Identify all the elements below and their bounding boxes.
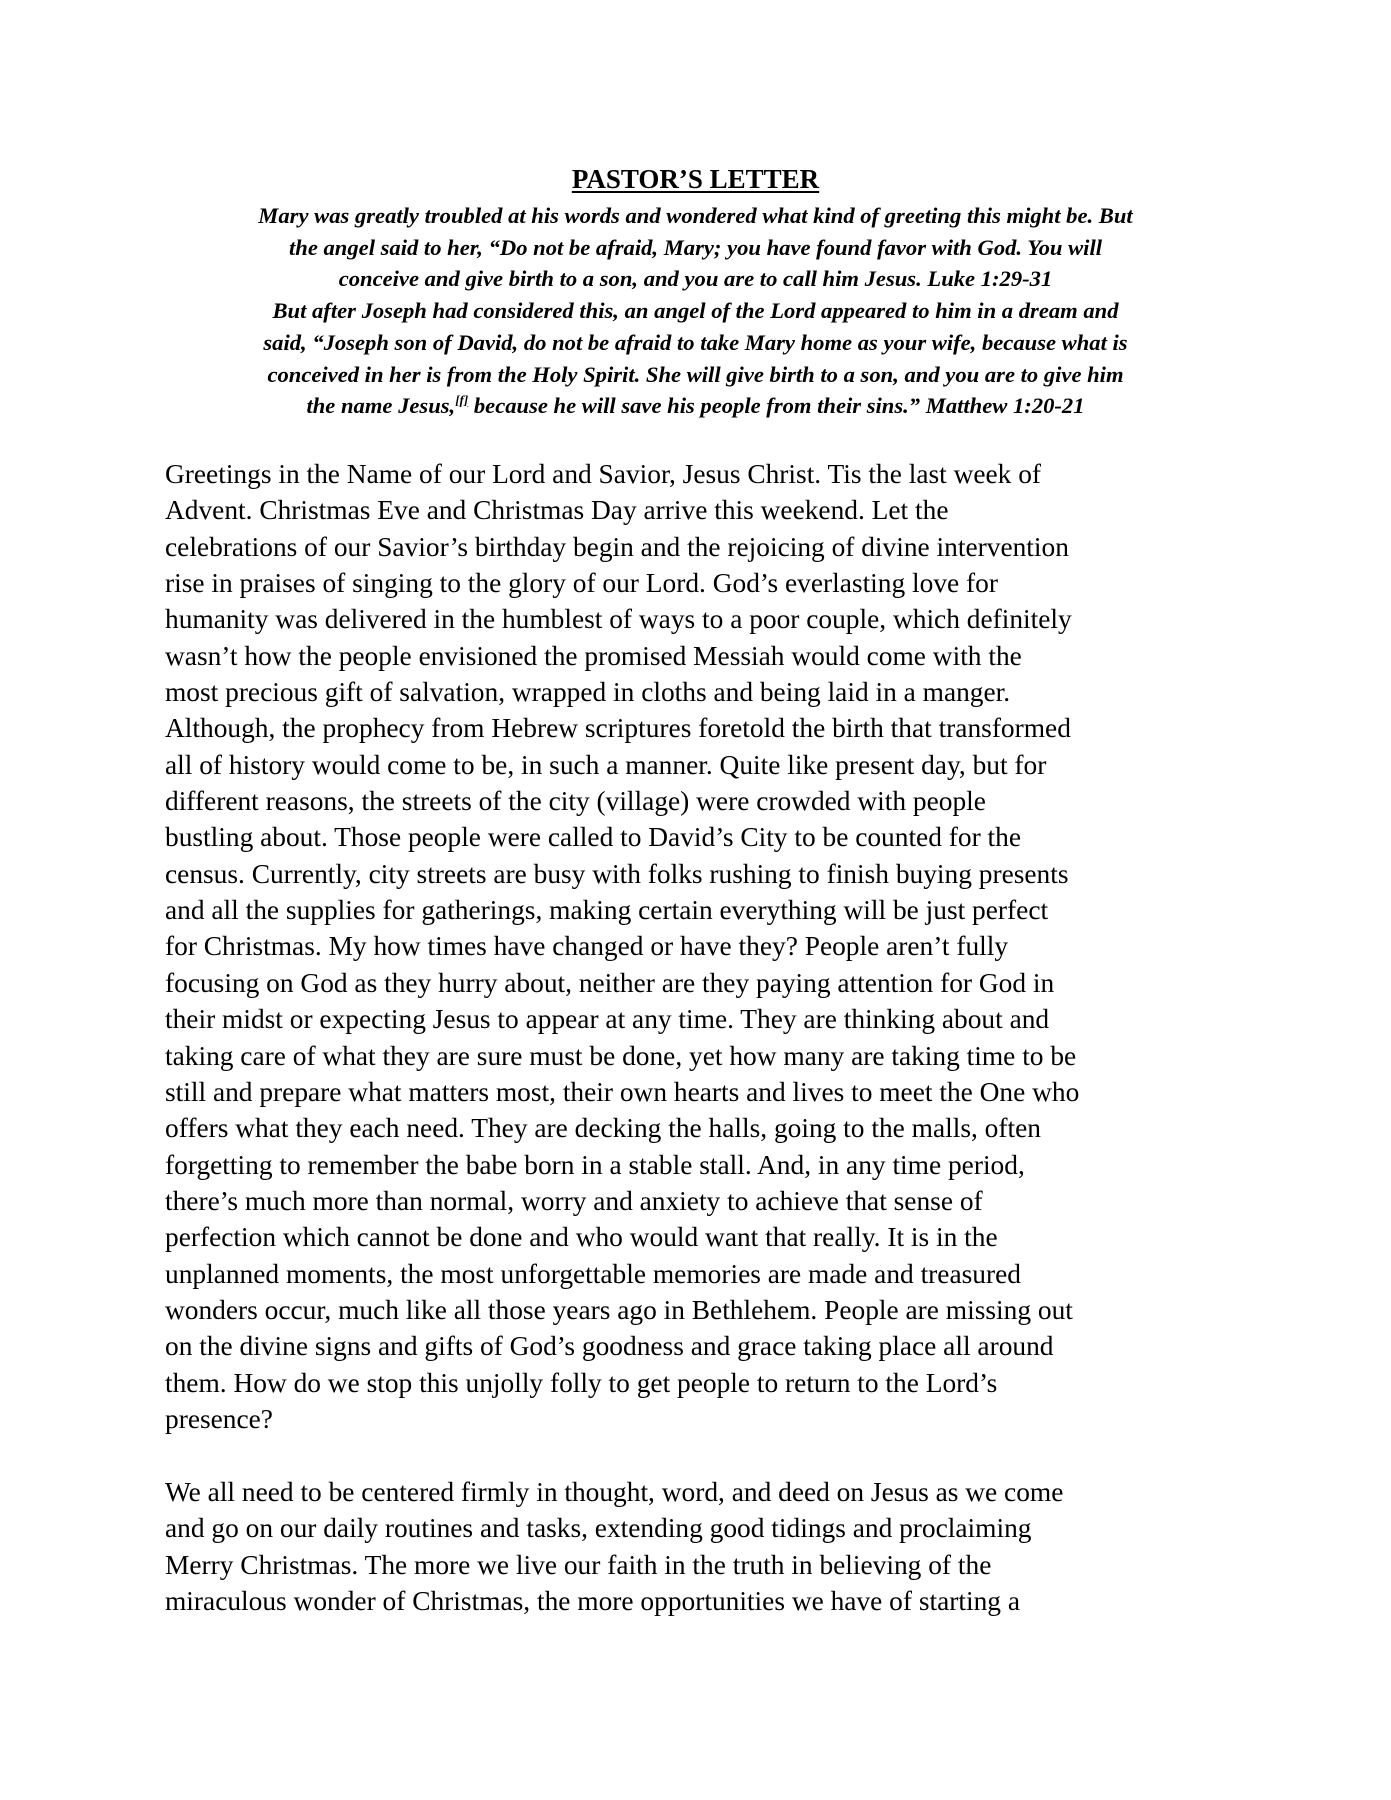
paragraph-line: unplanned moments, the most unforgettable memories are made and treasured [165, 1258, 1021, 1289]
paragraph-line: miraculous wonder of Christmas, the more opportunities we have of starting a [165, 1586, 1020, 1617]
paragraph-line: forgetting to remember the babe born in a stable stall. And, in any time period, [165, 1149, 1025, 1180]
paragraph-line: all of history would come to be, in such a manner. Quite like present day, but for [165, 749, 1047, 780]
letter-paragraph [165, 456, 1245, 1437]
paragraph-line: humanity was delivered in the humblest of ways to a poor couple, which definitely [165, 604, 1072, 635]
paragraph-line: celebrations of our Savior’s birthday begin and the rejoicing of divine intervention [165, 531, 1069, 562]
paragraph-line: Advent. Christmas Eve and Christmas Day arrive this weekend. Let the [165, 495, 949, 526]
epigraph-line-end: because he will save his people from their sins.” Matthew 1:20-21 [468, 393, 1085, 419]
paragraph-line: on the divine signs and gifts of God’s goodness and grace taking place all around [165, 1331, 1054, 1362]
epigraph-line-start: the name Jesus, [306, 393, 456, 419]
page-title: PASTOR’S LETTER [571, 164, 820, 194]
paragraph-line: presence? [165, 1403, 273, 1434]
paragraph-line: taking care of what they are sure must be done, yet how many are taking time to be [165, 1040, 1077, 1071]
epigraph-line [150, 390, 1241, 422]
letter-paragraph [165, 1474, 1245, 1619]
paragraph-line: them. How do we stop this unjolly folly to get people to return to the Lord’s [165, 1367, 998, 1398]
epigraph-line: Mary was greatly troubled at his words and wondered what kind of greeting this might be. But [258, 203, 1133, 228]
scripture-epigraph [150, 200, 1241, 422]
paragraph-line: census. Currently, city streets are busy with folks rushing to finish buying presents [165, 858, 1069, 889]
paragraph-line: rise in praises of singing to the glory of our Lord. God’s everlasting love for [165, 568, 998, 599]
paragraph-line: for Christmas. My how times have changed or have they? People aren’t fully [165, 931, 1009, 962]
paragraph-line: offers what they each need. They are decking the halls, going to the malls, often [165, 1113, 1041, 1144]
paragraph-line: still and prepare what matters most, their own hearts and lives to meet the One who [165, 1076, 1080, 1107]
paragraph-line: different reasons, the streets of the city (village) were crowded with people [165, 786, 986, 817]
paragraph-line: and go on our daily routines and tasks, extending good tidings and proclaiming [165, 1513, 1032, 1544]
paragraph-line: most precious gift of salvation, wrapped in cloths and being laid in a manger. [165, 677, 1011, 708]
paragraph-line: and all the supplies for gatherings, making certain everything will be just perfect [165, 895, 1049, 926]
paragraph-line: Merry Christmas. The more we live our faith in the truth in believing of the [165, 1549, 992, 1580]
paragraph-line: wasn’t how the people envisioned the promised Messiah would come with the [165, 640, 1022, 671]
footnote-link[interactable]: [f] [455, 392, 469, 408]
epigraph-line: conceived in her is from the Holy Spirit. She will give birth to a son, and you are to give him [267, 361, 1124, 387]
epigraph-line: said, “Joseph son of David, do not be afraid to take Mary home as your wife, because what is [263, 329, 1128, 355]
paragraph-line: perfection which cannot be done and who would want that really. It is in the [165, 1222, 998, 1253]
paragraph-line: bustling about. Those people were called to David’s City to be counted for the [165, 822, 1022, 853]
paragraph-line: focusing on God as they hurry about, neither are they paying attention for God in [165, 967, 1055, 998]
epigraph-line: But after Joseph had considered this, an angel of the Lord appeared to him in a dream and [272, 298, 1119, 324]
paragraph-line: Although, the prophecy from Hebrew scriptures foretold the birth that transformed [165, 713, 1071, 744]
paragraph-line: Greetings in the Name of our Lord and Savior, Jesus Christ. Tis the last week of [165, 459, 1042, 489]
paragraph-line: wonders occur, much like all those years ago in Bethlehem. People are missing out [165, 1294, 1073, 1325]
epigraph-line: conceive and give birth to a son, and you are to call him Jesus. Luke 1:29-31 [338, 266, 1053, 292]
paragraph-line: We all need to be centered firmly in thought, word, and deed on Jesus as we come [165, 1477, 1064, 1507]
paragraph-line: there’s much more than normal, worry and anxiety to achieve that sense of [165, 1185, 983, 1216]
paragraph-line: their midst or expecting Jesus to appear at any time. They are thinking about and [165, 1004, 1050, 1035]
epigraph-line: the angel said to her, “Do not be afraid, Mary; you have found favor with God. You will [288, 234, 1103, 260]
